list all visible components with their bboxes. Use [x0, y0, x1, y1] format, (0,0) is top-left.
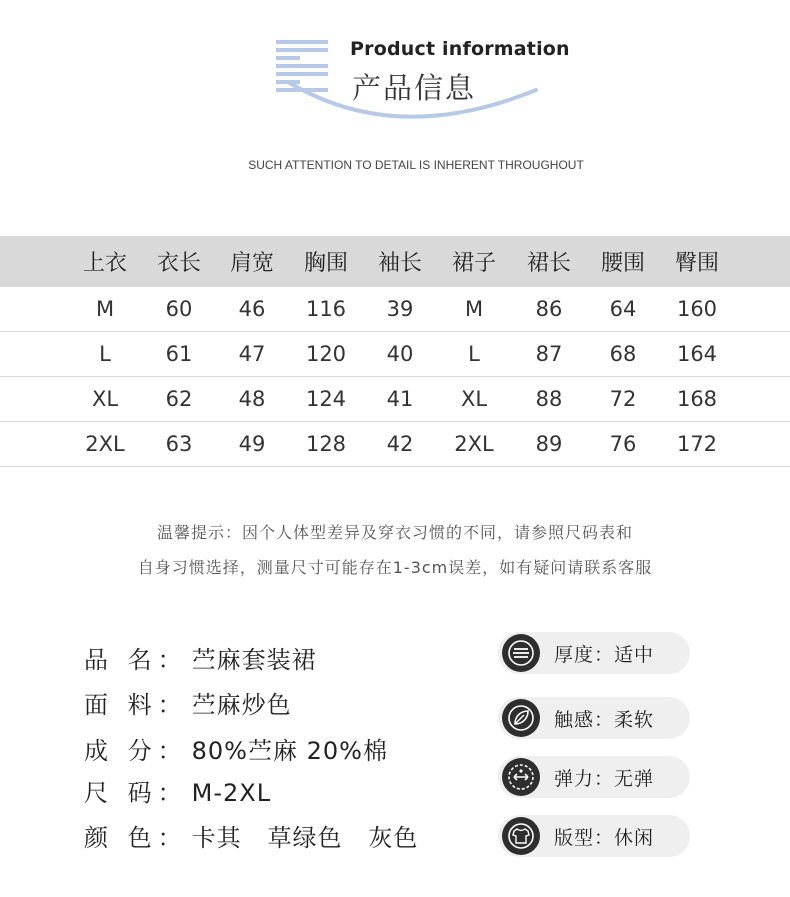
table-cell: 87 [535, 342, 563, 366]
detail-key: 成 分： [84, 737, 188, 765]
table-cell: 39 [386, 297, 414, 321]
tshirt-icon [502, 817, 540, 855]
table-cell: 64 [609, 297, 637, 321]
table-cell: 48 [238, 387, 266, 411]
detail-key: 品 名： [84, 646, 188, 674]
table-cell: 89 [535, 432, 563, 456]
table-cell: 116 [305, 297, 347, 321]
table-cell: 124 [305, 387, 347, 411]
table-cell: 172 [676, 432, 718, 456]
table-cell: 42 [386, 432, 414, 456]
feature-fit [498, 815, 690, 857]
feature-text [554, 640, 654, 667]
detail-size [84, 773, 271, 808]
table-cell: 86 [535, 297, 563, 321]
table-cell: 72 [609, 387, 637, 411]
table-cell: 128 [305, 432, 347, 456]
table-cell: 120 [305, 342, 347, 366]
table-cell: 49 [238, 432, 266, 456]
detail-color [84, 818, 418, 853]
table-cell: 2XL [454, 432, 494, 456]
detail-value: 苎麻套装裙 [191, 646, 317, 674]
size-tip-line-2: 自身习惯选择，测量尺寸可能存在1-3cm误差，如有疑问请联系客服 [137, 558, 653, 577]
feature-text [554, 705, 654, 732]
header-cell: 腰围 [600, 251, 645, 276]
table-cell: 46 [238, 297, 266, 321]
feature-label: 厚度： [554, 644, 615, 666]
header-cell: 肩宽 [229, 251, 274, 276]
table-cell: 60 [165, 297, 193, 321]
size-table-header [0, 236, 790, 287]
header-cell: 臀围 [674, 251, 719, 276]
detail-key: 尺 码： [84, 779, 188, 807]
table-cell: 40 [386, 342, 414, 366]
feature-label: 触感： [554, 709, 615, 731]
table-cell: L [468, 342, 480, 366]
size-tip-line-1: 温馨提示：因个人体型差异及穿衣习惯的不同，请参照尺码表和 [156, 523, 633, 542]
feature-touch [498, 697, 690, 739]
feature-value: 柔软 [614, 709, 655, 731]
detail-composition [84, 731, 388, 766]
table-cell: M [464, 297, 484, 321]
detail-key: 面 料： [84, 691, 188, 719]
table-cell: 41 [386, 387, 414, 411]
size-table [0, 236, 790, 467]
table-cell: 47 [238, 342, 266, 366]
table-cell: 61 [165, 342, 193, 366]
header-cell: 裙长 [526, 251, 571, 276]
table-cell: 164 [676, 342, 718, 366]
table-cell: XL [91, 387, 119, 411]
table-cell: XL [460, 387, 488, 411]
header-cell: 衣长 [156, 251, 201, 276]
table-cell: 76 [609, 432, 637, 456]
feature-elasticity [498, 756, 690, 798]
table-cell: 168 [676, 387, 718, 411]
table-cell: M [95, 297, 115, 321]
feature-value: 适中 [614, 644, 655, 666]
table-row [0, 377, 790, 422]
detail-value: M-2XL [191, 779, 272, 807]
table-cell: 62 [165, 387, 193, 411]
header-cell: 裙子 [451, 251, 496, 276]
tagline: SUCH ATTENTION TO DETAIL IS INHERENT THROUGHOUT [248, 158, 584, 172]
section-title-cn: 产品信息 [352, 71, 477, 105]
table-cell: 88 [535, 387, 563, 411]
header-cell: 胸围 [303, 251, 348, 276]
detail-value: 卡其 草绿色 灰色 [191, 824, 419, 852]
feature-label: 弹力： [554, 768, 615, 790]
table-cell: 68 [609, 342, 637, 366]
feature-label: 版型： [554, 827, 615, 849]
layers-icon [502, 634, 540, 672]
table-row [0, 332, 790, 377]
stretch-icon [502, 758, 540, 796]
leaf-icon [502, 699, 540, 737]
section-title-en: Product information [350, 38, 570, 60]
detail-key: 颜 色： [84, 824, 188, 852]
table-cell: 160 [676, 297, 718, 321]
table-row [0, 287, 790, 332]
table-cell: 2XL [85, 432, 125, 456]
feature-value: 休闲 [614, 827, 655, 849]
header-cell: 上衣 [82, 251, 127, 276]
detail-value: 80%苎麻 20%棉 [191, 737, 388, 765]
feature-text [554, 823, 654, 850]
table-row [0, 422, 790, 467]
header-cell: 袖长 [377, 251, 422, 276]
feature-text [554, 764, 654, 791]
feature-thickness [498, 632, 690, 674]
feature-value: 无弹 [614, 768, 655, 790]
table-cell: 63 [165, 432, 193, 456]
table-cell: L [99, 342, 111, 366]
detail-product-name [84, 640, 317, 675]
detail-fabric [84, 685, 292, 720]
detail-value: 苎麻炒色 [191, 691, 292, 719]
